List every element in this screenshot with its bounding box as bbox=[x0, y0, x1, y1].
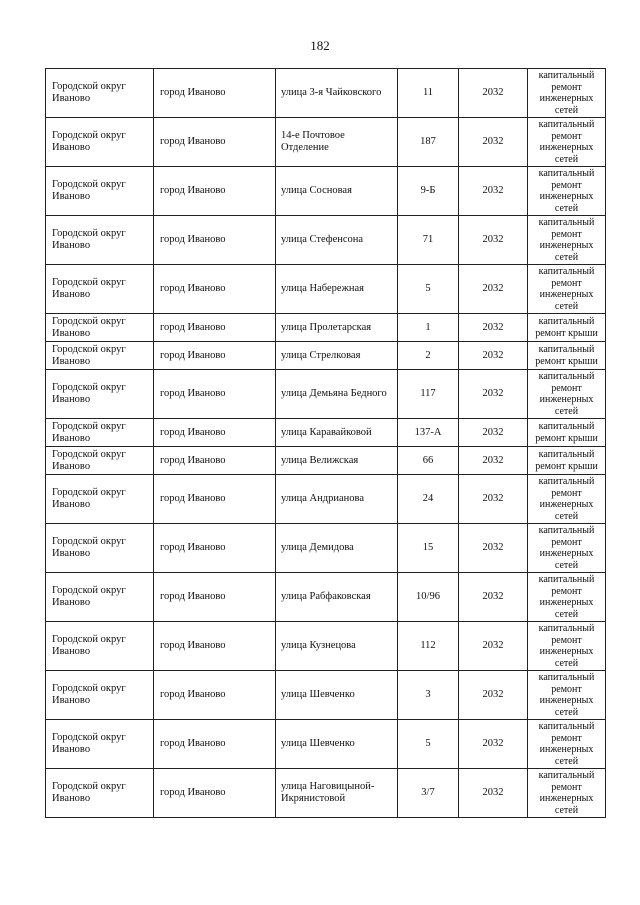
district-cell: Городской округ Иваново bbox=[46, 720, 154, 769]
year-cell: 2032 bbox=[459, 720, 528, 769]
city-cell: город Иваново bbox=[154, 622, 276, 671]
table-row bbox=[46, 370, 606, 419]
city-cell: город Иваново bbox=[154, 342, 276, 370]
year-cell: 2032 bbox=[459, 573, 528, 622]
table-row bbox=[46, 216, 606, 265]
work-type-cell: капитальный ремонт инженерных сетей bbox=[528, 370, 606, 419]
work-type-cell: капитальный ремонт крыши bbox=[528, 447, 606, 475]
year-cell: 2032 bbox=[459, 265, 528, 314]
house-cell: 71 bbox=[398, 216, 459, 265]
district-cell: Городской округ Иваново bbox=[46, 265, 154, 314]
table-row bbox=[46, 342, 606, 370]
work-type-cell: капитальный ремонт инженерных сетей bbox=[528, 167, 606, 216]
year-cell: 2032 bbox=[459, 524, 528, 573]
district-cell: Городской округ Иваново bbox=[46, 370, 154, 419]
work-type-cell: капитальный ремонт инженерных сетей bbox=[528, 769, 606, 818]
work-type-cell: капитальный ремонт инженерных сетей bbox=[528, 475, 606, 524]
street-cell: 14-е Почтовое Отделение bbox=[276, 118, 398, 167]
year-cell: 2032 bbox=[459, 118, 528, 167]
city-cell: город Иваново bbox=[154, 671, 276, 720]
year-cell: 2032 bbox=[459, 671, 528, 720]
table-row bbox=[46, 524, 606, 573]
table-row bbox=[46, 167, 606, 216]
city-cell: город Иваново bbox=[154, 720, 276, 769]
district-cell: Городской округ Иваново bbox=[46, 118, 154, 167]
district-cell: Городской округ Иваново bbox=[46, 69, 154, 118]
street-cell: улица Кузнецова bbox=[276, 622, 398, 671]
house-cell: 3 bbox=[398, 671, 459, 720]
work-type-cell: капитальный ремонт крыши bbox=[528, 342, 606, 370]
district-cell: Городской округ Иваново bbox=[46, 671, 154, 720]
street-cell: улица Рабфаковская bbox=[276, 573, 398, 622]
city-cell: город Иваново bbox=[154, 573, 276, 622]
house-cell: 24 bbox=[398, 475, 459, 524]
work-type-cell: капитальный ремонт инженерных сетей bbox=[528, 524, 606, 573]
work-type-cell: капитальный ремонт инженерных сетей bbox=[528, 720, 606, 769]
house-cell: 137-А bbox=[398, 419, 459, 447]
house-cell: 187 bbox=[398, 118, 459, 167]
page-number: 182 bbox=[310, 38, 330, 53]
city-cell: город Иваново bbox=[154, 447, 276, 475]
district-cell: Городской округ Иваново bbox=[46, 167, 154, 216]
house-cell: 11 bbox=[398, 69, 459, 118]
district-cell: Городской округ Иваново bbox=[46, 342, 154, 370]
table-row bbox=[46, 447, 606, 475]
table-row bbox=[46, 769, 606, 818]
year-cell: 2032 bbox=[459, 622, 528, 671]
street-cell: улица Шевченко bbox=[276, 720, 398, 769]
table-row bbox=[46, 314, 606, 342]
street-cell: улица Демидова bbox=[276, 524, 398, 573]
street-cell: улица 3-я Чайковского bbox=[276, 69, 398, 118]
year-cell: 2032 bbox=[459, 314, 528, 342]
street-cell: улица Андрианова bbox=[276, 475, 398, 524]
house-cell: 2 bbox=[398, 342, 459, 370]
city-cell: город Иваново bbox=[154, 265, 276, 314]
year-cell: 2032 bbox=[459, 447, 528, 475]
work-type-cell: капитальный ремонт инженерных сетей bbox=[528, 265, 606, 314]
street-cell: улица Шевченко bbox=[276, 671, 398, 720]
district-cell: Городской округ Иваново bbox=[46, 314, 154, 342]
city-cell: город Иваново bbox=[154, 475, 276, 524]
city-cell: город Иваново bbox=[154, 216, 276, 265]
work-type-cell: капитальный ремонт крыши bbox=[528, 314, 606, 342]
district-cell: Городской округ Иваново bbox=[46, 447, 154, 475]
work-type-cell: капитальный ремонт инженерных сетей bbox=[528, 216, 606, 265]
work-type-cell: капитальный ремонт инженерных сетей bbox=[528, 671, 606, 720]
house-cell: 5 bbox=[398, 265, 459, 314]
street-cell: улица Стефенсона bbox=[276, 216, 398, 265]
district-cell: Городской округ Иваново bbox=[46, 419, 154, 447]
district-cell: Городской округ Иваново bbox=[46, 524, 154, 573]
house-cell: 15 bbox=[398, 524, 459, 573]
district-cell: Городской округ Иваново bbox=[46, 475, 154, 524]
house-cell: 10/96 bbox=[398, 573, 459, 622]
city-cell: город Иваново bbox=[154, 69, 276, 118]
city-cell: город Иваново bbox=[154, 419, 276, 447]
house-cell: 3/7 bbox=[398, 769, 459, 818]
work-type-cell: капитальный ремонт инженерных сетей bbox=[528, 69, 606, 118]
table-row bbox=[46, 118, 606, 167]
street-cell: улица Сосновая bbox=[276, 167, 398, 216]
city-cell: город Иваново bbox=[154, 314, 276, 342]
year-cell: 2032 bbox=[459, 370, 528, 419]
year-cell: 2032 bbox=[459, 216, 528, 265]
district-cell: Городской округ Иваново bbox=[46, 216, 154, 265]
city-cell: город Иваново bbox=[154, 118, 276, 167]
work-type-cell: капитальный ремонт инженерных сетей bbox=[528, 622, 606, 671]
city-cell: город Иваново bbox=[154, 769, 276, 818]
street-cell: улица Велижская bbox=[276, 447, 398, 475]
district-cell: Городской округ Иваново bbox=[46, 769, 154, 818]
city-cell: город Иваново bbox=[154, 370, 276, 419]
house-cell: 117 bbox=[398, 370, 459, 419]
city-cell: город Иваново bbox=[154, 524, 276, 573]
house-cell: 112 bbox=[398, 622, 459, 671]
year-cell: 2032 bbox=[459, 419, 528, 447]
street-cell: улица Каравайковой bbox=[276, 419, 398, 447]
house-cell: 1 bbox=[398, 314, 459, 342]
street-cell: улица Наговицыной-Икрянистовой bbox=[276, 769, 398, 818]
house-cell: 66 bbox=[398, 447, 459, 475]
house-cell: 5 bbox=[398, 720, 459, 769]
street-cell: улица Демьяна Бедного bbox=[276, 370, 398, 419]
table-row bbox=[46, 265, 606, 314]
repair-schedule-table bbox=[45, 68, 606, 818]
table-row bbox=[46, 720, 606, 769]
street-cell: улица Стрелковая bbox=[276, 342, 398, 370]
year-cell: 2032 bbox=[459, 69, 528, 118]
table-row bbox=[46, 671, 606, 720]
table-row bbox=[46, 69, 606, 118]
table-row bbox=[46, 419, 606, 447]
district-cell: Городской округ Иваново bbox=[46, 573, 154, 622]
work-type-cell: капитальный ремонт инженерных сетей bbox=[528, 118, 606, 167]
year-cell: 2032 bbox=[459, 342, 528, 370]
year-cell: 2032 bbox=[459, 475, 528, 524]
street-cell: улица Пролетарская bbox=[276, 314, 398, 342]
year-cell: 2032 bbox=[459, 167, 528, 216]
street-cell: улица Набережная bbox=[276, 265, 398, 314]
table-row bbox=[46, 573, 606, 622]
house-cell: 9-Б bbox=[398, 167, 459, 216]
table-row bbox=[46, 475, 606, 524]
work-type-cell: капитальный ремонт крыши bbox=[528, 419, 606, 447]
table-row bbox=[46, 622, 606, 671]
district-cell: Городской округ Иваново bbox=[46, 622, 154, 671]
city-cell: город Иваново bbox=[154, 167, 276, 216]
work-type-cell: капитальный ремонт инженерных сетей bbox=[528, 573, 606, 622]
year-cell: 2032 bbox=[459, 769, 528, 818]
